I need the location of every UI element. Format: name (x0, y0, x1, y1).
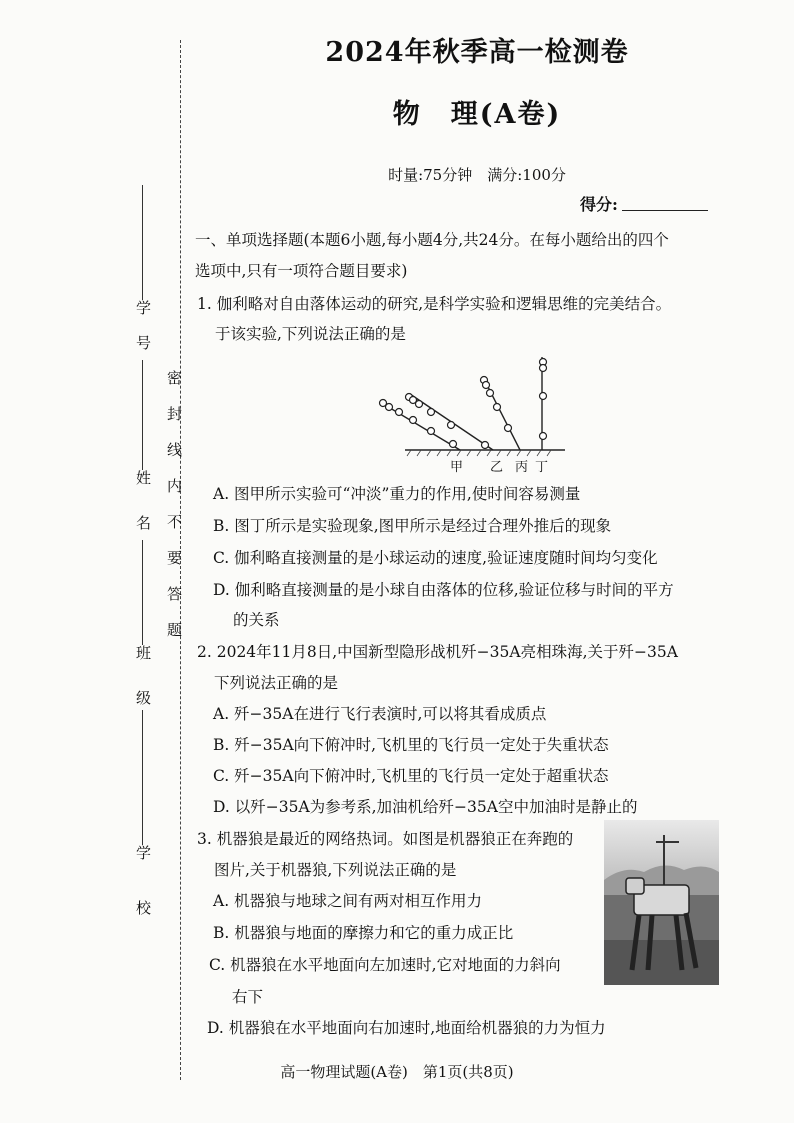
margin-seal-notice: 密封线内不要答题 (165, 370, 183, 658)
q3-option-c[interactable]: C. 机器狼在水平地面向左加速时,它对地面的力斜向 (209, 956, 561, 974)
q1-option-b[interactable]: B. 图丁所示是实验现象,图甲所示是经过合理外推后的现象 (213, 517, 612, 535)
page-footer: 高一物理试题(A卷) 第1页(共8页) (280, 1063, 514, 1081)
q3-option-a[interactable]: A. 机器狼与地球之间有两对相互作用力 (213, 892, 483, 910)
margin-class-line (142, 540, 143, 645)
q1-option-d-line2: 的关系 (233, 611, 280, 629)
q1-stem-line1: 1. 伽利略对自由落体运动的研究,是科学实验和逻辑思维的完美结合。 (197, 295, 672, 313)
figure-label-jia: 甲 (450, 460, 464, 475)
figure-label-bing: 丙 (515, 460, 529, 475)
margin-student-no-line (142, 185, 143, 300)
score-blank-line[interactable] (622, 210, 708, 211)
score-label: 得分: (580, 195, 618, 214)
q3-option-b[interactable]: B. 机器狼与地面的摩擦力和它的重力成正比 (213, 924, 514, 942)
section1-header-line1: 一、单项选择题(本题6小题,每小题4分,共24分。在每小题给出的四个 (195, 231, 669, 249)
time-info: 时量:75分钟 满分:100分 (388, 166, 566, 184)
margin-name-line (142, 360, 143, 470)
q2-stem-line1: 2. 2024年11月8日,中国新型隐形战机歼−35A亮相珠海,关于歼−35A (197, 643, 678, 661)
margin-name-label: 姓名 (134, 470, 152, 560)
q1-option-c[interactable]: C. 伽利略直接测量的是小球运动的速度,验证速度随时间均匀变化 (213, 549, 658, 567)
q2-option-a[interactable]: A. 歼−35A在进行飞行表演时,可以将其看成质点 (213, 705, 547, 723)
q1-option-a[interactable]: A. 图甲所示实验可“冲淡”重力的作用,使时间容易测量 (213, 485, 581, 503)
figure-label-yi: 乙 (490, 460, 504, 475)
inclined-plane-figure (375, 352, 575, 472)
robot-dog-photo (604, 820, 719, 985)
q3-option-d[interactable]: D. 机器狼在水平地面向右加速时,地面给机器狼的力为恒力 (207, 1019, 606, 1037)
figure-label-ding: 丁 (535, 460, 549, 475)
margin-student-no-label: 学号 (134, 300, 152, 370)
subject-title: 物 理(A卷) (392, 99, 562, 130)
q2-stem-line2: 下列说法正确的是 (214, 674, 339, 692)
q2-option-d[interactable]: D. 以歼−35A为参考系,加油机给歼−35A空中加油时是静止的 (213, 798, 638, 816)
margin-class-label: 班级 (134, 645, 152, 735)
q1-option-d[interactable]: D. 伽利略直接测量的是小球自由落体的位移,验证位移与时间的平方 (213, 581, 674, 599)
q3-option-c-line2: 右下 (232, 988, 264, 1006)
margin-school-line (142, 710, 143, 845)
q1-stem-line2: 于该实验,下列说法正确的是 (215, 325, 406, 343)
q2-option-b[interactable]: B. 歼−35A向下俯冲时,飞机里的飞行员一定处于失重状态 (213, 736, 609, 754)
q2-option-c[interactable]: C. 歼−35A向下俯冲时,飞机里的飞行员一定处于超重状态 (213, 767, 609, 785)
q3-stem-line2: 图片,关于机器狼,下列说法正确的是 (214, 861, 457, 879)
margin-school-label: 学校 (134, 845, 152, 955)
exam-title: 2024年秋季高一检测卷 (325, 37, 629, 68)
q3-stem-line1: 3. 机器狼是最近的网络热词。如图是机器狼正在奔跑的 (197, 830, 574, 848)
section1-header-line2: 选项中,只有一项符合题目要求) (195, 262, 408, 280)
